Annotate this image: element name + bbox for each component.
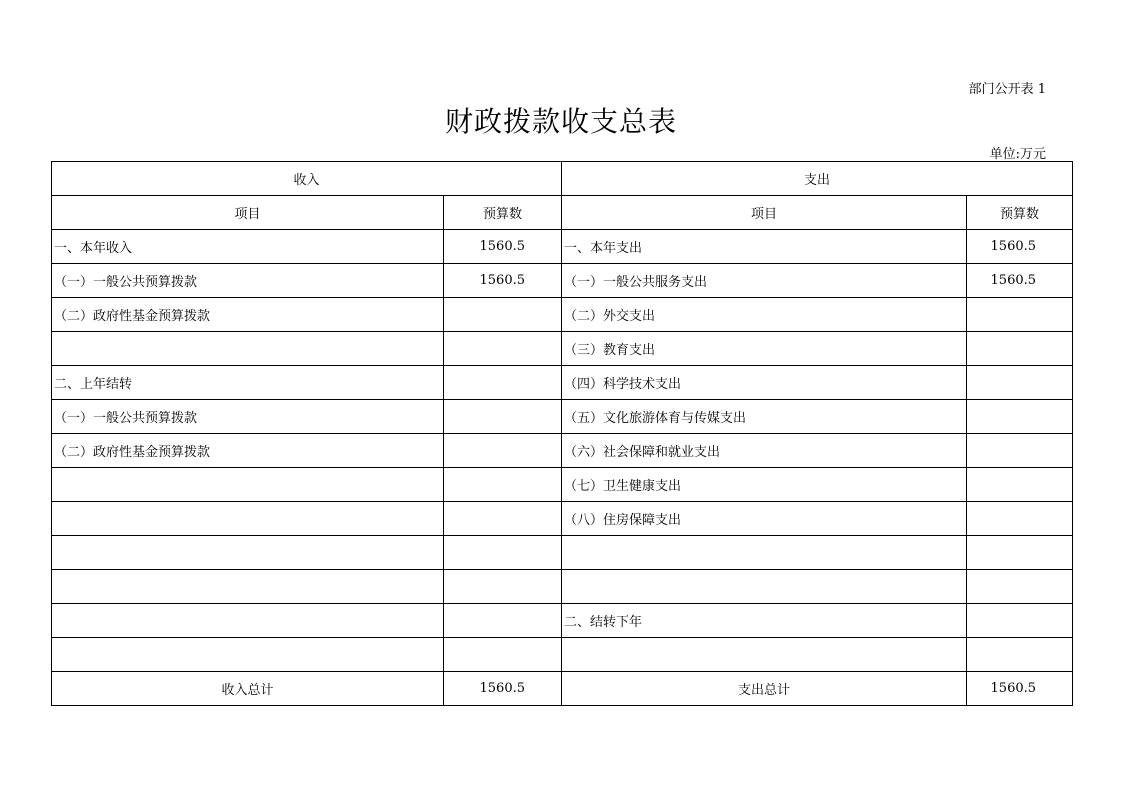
income-item-cell <box>52 332 444 366</box>
expense-value-cell <box>967 434 1073 468</box>
table-number: 部门公开表 1 <box>968 82 1046 97</box>
expense-section-header: 支出 <box>562 162 1073 196</box>
income-total-value: 1560.5 <box>444 672 562 706</box>
expense-item-cell: 一、本年支出 <box>562 230 967 264</box>
page-title: 财政拨款收支总表 <box>444 105 677 138</box>
expense-value-cell <box>967 536 1073 570</box>
table-row <box>52 468 1073 502</box>
income-item-cell <box>52 604 444 638</box>
budget-summary-table <box>51 161 1073 706</box>
income-value-cell: 1560.5 <box>444 230 562 264</box>
income-item-cell: 一、本年收入 <box>52 230 444 264</box>
income-item-cell <box>52 570 444 604</box>
expense-value-cell <box>967 570 1073 604</box>
income-item-header: 项目 <box>52 196 444 230</box>
income-value-cell <box>444 298 562 332</box>
table-row <box>52 332 1073 366</box>
table-row <box>52 230 1073 264</box>
expense-value-cell <box>967 366 1073 400</box>
expense-item-cell <box>562 638 967 672</box>
income-item-cell: 二、上年结转 <box>52 366 444 400</box>
column-header-row <box>52 196 1073 230</box>
expense-value-cell <box>967 638 1073 672</box>
expense-item-cell: （七）卫生健康支出 <box>562 468 967 502</box>
expense-item-cell <box>562 536 967 570</box>
expense-item-cell: （四）科学技术支出 <box>562 366 967 400</box>
income-item-cell: （二）政府性基金预算拨款 <box>52 434 444 468</box>
expense-value-cell: 1560.5 <box>967 230 1073 264</box>
expense-value-cell <box>967 468 1073 502</box>
expense-value-cell <box>967 400 1073 434</box>
income-budget-header: 预算数 <box>444 196 562 230</box>
expense-value-cell <box>967 604 1073 638</box>
income-value-cell <box>444 366 562 400</box>
table-row <box>52 638 1073 672</box>
expense-value-cell <box>967 298 1073 332</box>
table-body <box>52 162 1073 706</box>
section-header-row <box>52 162 1073 196</box>
income-value-cell <box>444 434 562 468</box>
table-row <box>52 570 1073 604</box>
table-row <box>52 536 1073 570</box>
income-value-cell <box>444 468 562 502</box>
income-value-cell <box>444 400 562 434</box>
expense-item-cell: （八）住房保障支出 <box>562 502 967 536</box>
income-item-cell: （一）一般公共预算拨款 <box>52 264 444 298</box>
expense-total-label: 支出总计 <box>562 672 967 706</box>
expense-item-cell: （一）一般公共服务支出 <box>562 264 967 298</box>
income-item-cell <box>52 502 444 536</box>
expense-total-value: 1560.5 <box>967 672 1073 706</box>
table-row <box>52 400 1073 434</box>
expense-item-cell: （三）教育支出 <box>562 332 967 366</box>
expense-item-cell: （六）社会保障和就业支出 <box>562 434 967 468</box>
income-item-cell: （一）一般公共预算拨款 <box>52 400 444 434</box>
totals-row <box>52 672 1073 706</box>
table-row <box>52 264 1073 298</box>
income-item-cell <box>52 536 444 570</box>
table-row <box>52 604 1073 638</box>
income-value-cell <box>444 638 562 672</box>
income-section-header: 收入 <box>52 162 562 196</box>
income-value-cell <box>444 502 562 536</box>
expense-value-cell: 1560.5 <box>967 264 1073 298</box>
income-item-cell <box>52 638 444 672</box>
expense-value-cell <box>967 502 1073 536</box>
unit-label: 单位:万元 <box>989 147 1046 162</box>
table-row <box>52 366 1073 400</box>
expense-budget-header: 预算数 <box>967 196 1073 230</box>
income-value-cell <box>444 536 562 570</box>
expense-item-cell <box>562 570 967 604</box>
table-row <box>52 298 1073 332</box>
income-item-cell: （二）政府性基金预算拨款 <box>52 298 444 332</box>
income-value-cell <box>444 332 562 366</box>
income-total-label: 收入总计 <box>52 672 444 706</box>
income-value-cell <box>444 570 562 604</box>
expense-item-header: 项目 <box>562 196 967 230</box>
table-row <box>52 502 1073 536</box>
income-value-cell: 1560.5 <box>444 264 562 298</box>
income-value-cell <box>444 604 562 638</box>
expense-item-cell: （五）文化旅游体育与传媒支出 <box>562 400 967 434</box>
income-item-cell <box>52 468 444 502</box>
expense-item-cell: （二）外交支出 <box>562 298 967 332</box>
expense-item-cell: 二、结转下年 <box>562 604 967 638</box>
expense-value-cell <box>967 332 1073 366</box>
table-row <box>52 434 1073 468</box>
